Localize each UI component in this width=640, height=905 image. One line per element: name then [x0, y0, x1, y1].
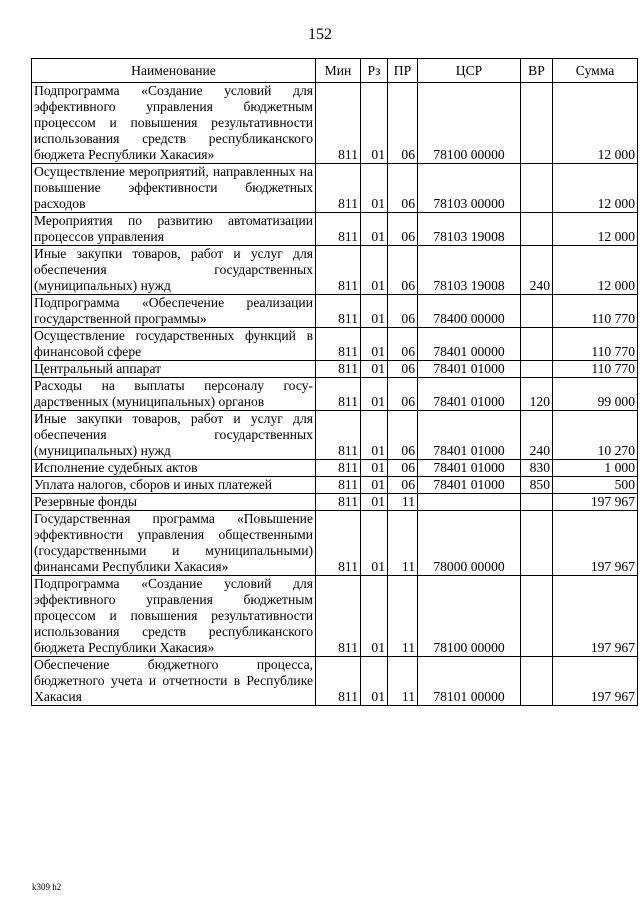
table-row: [32, 378, 638, 411]
row-csr: 78103 00000: [418, 164, 521, 213]
row-sum: 10 270: [553, 411, 638, 460]
row-min: 811: [316, 576, 361, 657]
row-vr: [521, 164, 553, 213]
row-csr: 78400 00000: [418, 295, 521, 328]
row-name: Расходы на выплаты персоналу государственных (муниципальных) органов: [32, 378, 316, 411]
row-vr: 240: [521, 411, 553, 460]
row-vr: [521, 328, 553, 361]
header-vr: ВР: [521, 59, 553, 83]
row-min: 811: [316, 378, 361, 411]
row-name: Обеспечение бюджетного процесса, бюджетного учета и отчетности в Республике Хакасия: [32, 657, 316, 706]
budget-table: [31, 58, 638, 706]
row-vr: [521, 657, 553, 706]
row-pr: 06: [388, 246, 418, 295]
row-pr: 06: [388, 295, 418, 328]
table-row: [32, 213, 638, 246]
row-vr: [521, 295, 553, 328]
table-header-row: [32, 59, 638, 83]
row-name: Подпрограмма «Создание условий для эффективного управления бюджетным процессом и повышения результативности использования средств республиканского бюджета Республики Хакасия»: [32, 576, 316, 657]
row-vr: [521, 213, 553, 246]
row-rz: 01: [361, 477, 388, 494]
row-sum: 12 000: [553, 246, 638, 295]
row-csr: 78401 01000: [418, 411, 521, 460]
row-rz: 01: [361, 378, 388, 411]
row-pr: 06: [388, 328, 418, 361]
row-name: Уплата налогов, сборов и иных платежей: [32, 477, 316, 494]
row-vr: 120: [521, 378, 553, 411]
row-vr: [521, 576, 553, 657]
row-vr: 850: [521, 477, 553, 494]
row-csr: 78103 19008: [418, 213, 521, 246]
row-min: 811: [316, 460, 361, 477]
row-sum: 500: [553, 477, 638, 494]
row-sum: 110 770: [553, 295, 638, 328]
row-sum: 197 967: [553, 511, 638, 576]
row-pr: 11: [388, 494, 418, 511]
row-vr: [521, 494, 553, 511]
row-min: 811: [316, 83, 361, 164]
table-row: [32, 83, 638, 164]
row-csr: 78401 01000: [418, 460, 521, 477]
table-row: [32, 460, 638, 477]
row-pr: 06: [388, 411, 418, 460]
footer-code: k309 h2: [32, 882, 62, 892]
row-min: 811: [316, 511, 361, 576]
table-row: [32, 361, 638, 378]
row-pr: 11: [388, 576, 418, 657]
row-sum: 12 000: [553, 83, 638, 164]
table-row: [32, 494, 638, 511]
row-min: 811: [316, 494, 361, 511]
header-rz: Рз: [361, 59, 388, 83]
row-sum: 110 770: [553, 361, 638, 378]
row-csr: 78401 00000: [418, 328, 521, 361]
row-vr: [521, 511, 553, 576]
row-name: Центральный аппарат: [32, 361, 316, 378]
row-sum: 197 967: [553, 576, 638, 657]
row-csr: 78401 01000: [418, 477, 521, 494]
row-rz: 01: [361, 83, 388, 164]
table-row: [32, 164, 638, 213]
row-csr: 78103 19008: [418, 246, 521, 295]
row-pr: 06: [388, 477, 418, 494]
table-row: [32, 411, 638, 460]
page-number: 152: [308, 26, 332, 43]
row-sum: 197 967: [553, 657, 638, 706]
row-rz: 01: [361, 246, 388, 295]
row-min: 811: [316, 213, 361, 246]
row-name: Мероприятия по развитию автоматизации процессов управления: [32, 213, 316, 246]
table-row: [32, 576, 638, 657]
header-csr: ЦСР: [418, 59, 521, 83]
row-min: 811: [316, 328, 361, 361]
row-csr: 78401 01000: [418, 378, 521, 411]
row-name: Иные закупки товаров, работ и услуг для обеспечения государственных (муниципальных) нужд: [32, 411, 316, 460]
row-min: 811: [316, 361, 361, 378]
row-name: Исполнение судебных актов: [32, 460, 316, 477]
row-rz: 01: [361, 576, 388, 657]
row-rz: 01: [361, 494, 388, 511]
row-name: Осуществление мероприятий, направленных на повышение эффективности бюджетных расходов: [32, 164, 316, 213]
row-rz: 01: [361, 328, 388, 361]
table-row: [32, 328, 638, 361]
row-vr: [521, 83, 553, 164]
table-row: [32, 246, 638, 295]
row-csr: 78000 00000: [418, 511, 521, 576]
header-sum: Сумма: [553, 59, 638, 83]
row-min: 811: [316, 657, 361, 706]
table-body: [32, 83, 638, 706]
header-name: Наименование: [32, 59, 316, 83]
row-pr: 06: [388, 164, 418, 213]
row-name: Резервные фонды: [32, 494, 316, 511]
row-rz: 01: [361, 361, 388, 378]
header-pr: ПР: [388, 59, 418, 83]
row-rz: 01: [361, 411, 388, 460]
row-name: Иные закупки товаров, работ и услуг для обеспечения государственных (муниципальных) нужд: [32, 246, 316, 295]
table-row: [32, 295, 638, 328]
row-csr: [418, 494, 521, 511]
row-sum: 99 000: [553, 378, 638, 411]
row-name: Осуществление государственных функций в финансовой сфере: [32, 328, 316, 361]
row-sum: 197 967: [553, 494, 638, 511]
row-pr: 06: [388, 213, 418, 246]
row-vr: 830: [521, 460, 553, 477]
header-min: Мин: [316, 59, 361, 83]
row-rz: 01: [361, 460, 388, 477]
row-csr: 78100 00000: [418, 576, 521, 657]
row-pr: 06: [388, 460, 418, 477]
row-pr: 06: [388, 378, 418, 411]
row-min: 811: [316, 246, 361, 295]
table-row: [32, 511, 638, 576]
row-pr: 11: [388, 511, 418, 576]
row-csr: 78101 00000: [418, 657, 521, 706]
row-name: Государственная программа «Повышение эффективности управления общественными (государственными и муниципальными) финансами Республики Хакасия»: [32, 511, 316, 576]
row-sum: 110 770: [553, 328, 638, 361]
table-row: [32, 657, 638, 706]
row-csr: 78100 00000: [418, 83, 521, 164]
row-pr: 06: [388, 361, 418, 378]
table-row: [32, 477, 638, 494]
row-sum: 12 000: [553, 164, 638, 213]
row-vr: 240: [521, 246, 553, 295]
row-min: 811: [316, 477, 361, 494]
row-rz: 01: [361, 657, 388, 706]
row-sum: 1 000: [553, 460, 638, 477]
row-sum: 12 000: [553, 213, 638, 246]
row-name: Подпрограмма «Обеспечение реализации государственной программы»: [32, 295, 316, 328]
row-name: Подпрограмма «Создание условий для эффективного управления бюджетным процессом и повышения результативности использования средств республиканского бюджета Республики Хакасия»: [32, 83, 316, 164]
row-pr: 11: [388, 657, 418, 706]
row-min: 811: [316, 295, 361, 328]
row-vr: [521, 361, 553, 378]
row-rz: 01: [361, 164, 388, 213]
row-min: 811: [316, 411, 361, 460]
row-rz: 01: [361, 295, 388, 328]
row-rz: 01: [361, 213, 388, 246]
row-csr: 78401 01000: [418, 361, 521, 378]
row-pr: 06: [388, 83, 418, 164]
row-min: 811: [316, 164, 361, 213]
row-rz: 01: [361, 511, 388, 576]
